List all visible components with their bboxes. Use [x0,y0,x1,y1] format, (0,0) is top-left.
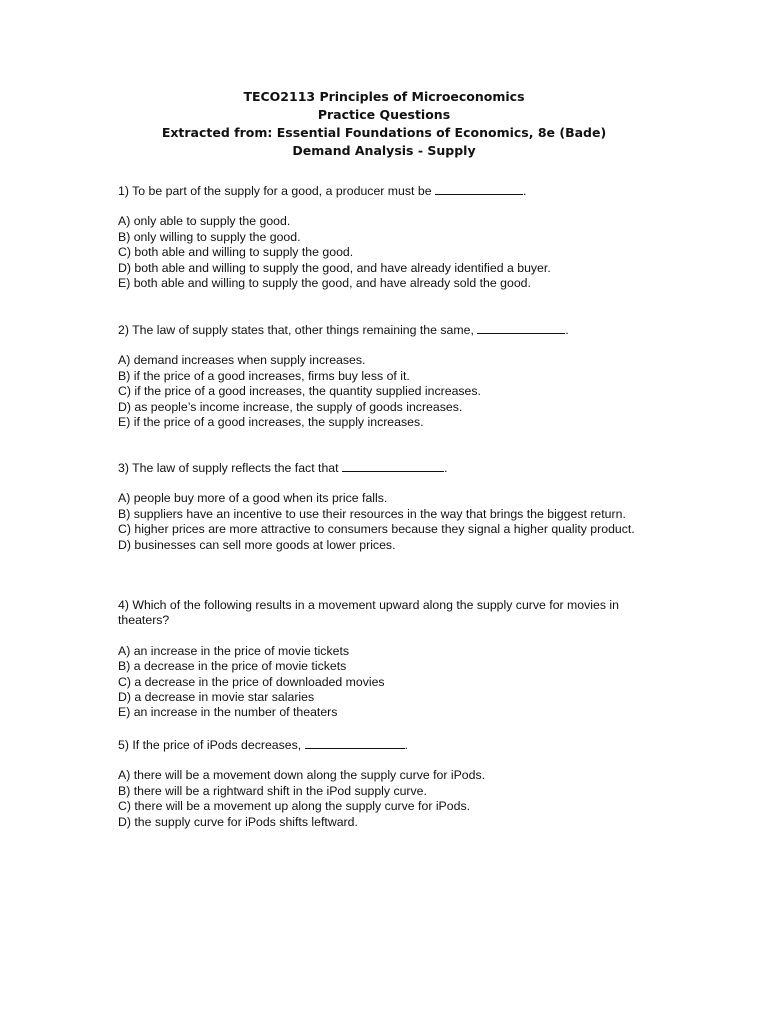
option-a: A) there will be a movement down along the supply curve for iPods. [118,768,486,783]
option-c: C) a decrease in the price of downloaded movies [118,674,385,689]
option-a: A) an increase in the price of movie tickets [118,643,350,658]
question-5 [118,737,658,830]
option-b: B) there will be a rightward shift in the iPod supply curve. [118,783,427,798]
option-e: E) both able and willing to supply the good, and have already sold the good. [118,276,531,291]
option-a: A) only able to supply the good. [118,214,291,229]
option-c: C) both able and willing to supply the good. [118,245,354,260]
option-e: E) an increase in the number of theaters [118,705,338,720]
question-1 [118,183,658,291]
question-stem: 1) To be part of the supply for a good, a producer must be . [118,184,527,198]
option-a: A) demand increases when supply increases. [118,353,366,368]
option-b: B) suppliers have an incentive to use their resources in the way that brings the biggest return. [118,506,626,521]
question-2 [118,322,658,430]
question-stem: 5) If the price of iPods decreases, . [118,738,409,752]
question-4 [118,598,658,721]
answer-blank [305,737,405,749]
answer-blank [435,183,523,195]
question-stem: 2) The law of supply states that, other things remaining the same, . [118,323,569,337]
option-d: D) businesses can sell more goods at lower prices. [118,537,396,552]
option-c: C) if the price of a good increases, the quantity supplied increases. [118,384,481,399]
course-title: TECO2113 Principles of Microeconomics [243,89,525,104]
option-b: B) if the price of a good increases, firms buy less of it. [118,368,410,383]
topic-title: Demand Analysis - Supply [292,143,476,158]
option-d: D) as people’s income increase, the supply of goods increases. [118,399,463,414]
option-e: E) if the price of a good increases, the supply increases. [118,415,424,430]
answer-blank [477,322,565,334]
option-b: B) a decrease in the price of movie tickets [118,659,347,674]
option-c: C) higher prices are more attractive to consumers because they signal a higher quality product. [118,522,635,537]
answer-blank [342,460,444,472]
question-3 [118,460,658,553]
option-d: D) a decrease in movie star salaries [118,690,315,705]
question-stem: 4) Which of the following results in a movement upward along the supply curve for movies in theaters? [118,598,619,628]
document-header [0,88,768,160]
option-b: B) only willing to supply the good. [118,229,301,244]
source-line: Extracted from: Essential Foundations of Economics, 8e (Bade) [161,125,607,140]
document-subtitle: Practice Questions [317,107,451,122]
option-d: D) the supply curve for iPods shifts leftward. [118,814,358,829]
option-d: D) both able and willing to supply the good, and have already identified a buyer. [118,260,551,275]
option-c: C) there will be a movement up along the supply curve for iPods. [118,799,471,814]
option-a: A) people buy more of a good when its price falls. [118,491,388,506]
question-stem: 3) The law of supply reflects the fact that . [118,461,448,475]
